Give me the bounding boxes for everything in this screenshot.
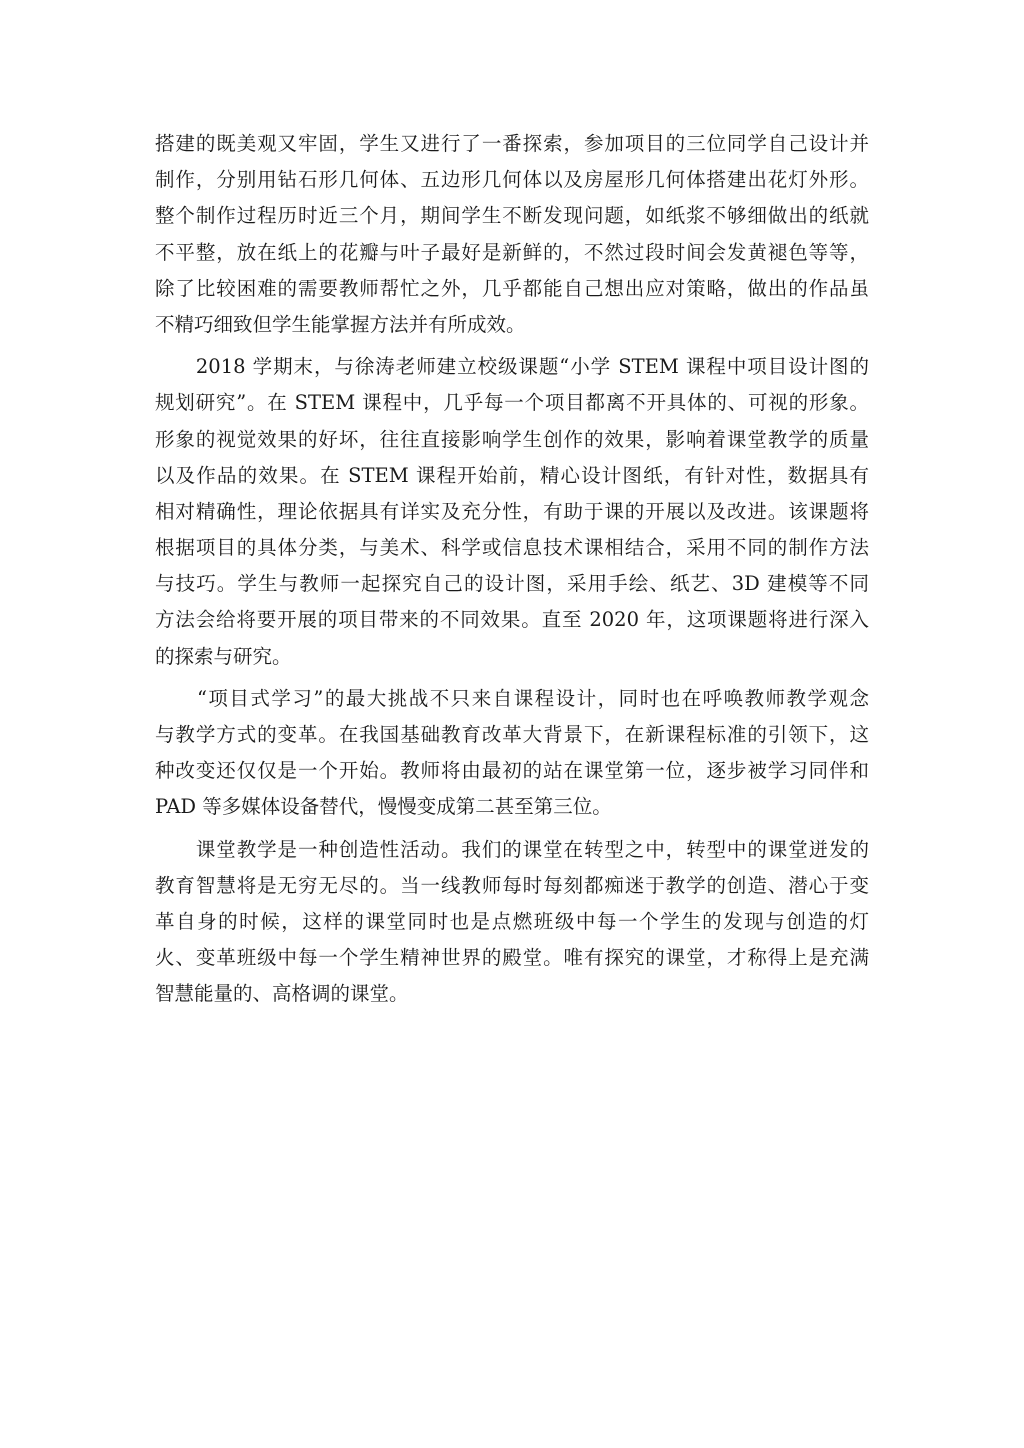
text-line: 不精巧细致但学生能掌握方法并有所成效。	[155, 312, 526, 336]
text-line: 根据项目的具体分类，与美术、科学或信息技术课相结合，采用不同的制作方法	[155, 536, 869, 560]
text-line: 搭建的既美观又牢固，学生又进行了一番探索，参加项目的三位同学自己设计并	[155, 132, 869, 155]
text-line: 课堂教学是一种创造性活动。我们的课堂在转型之中，转型中的课堂迸发的	[155, 837, 869, 861]
paragraph-1	[155, 126, 869, 343]
text-line: 与技巧。学生与教师一起探究自己的设计图，采用手绘、纸艺、3D 建模等不同	[155, 572, 869, 596]
text-line: 与教学方式的变革。在我国基础教育改革大背景下，在新课程标准的引领下，这	[155, 723, 869, 746]
text-line: 种改变还仅仅是一个开始。教师将由最初的站在课堂第一位，逐步被学习同伴和	[155, 759, 869, 783]
text-line: 相对精确性，理论依据具有详实及充分性，有助于课的开展以及改进。该课题将	[155, 499, 869, 523]
text-line: 制作，分别用钻石形几何体、五边形几何体以及房屋形几何体搭建出花灯外形。	[155, 168, 869, 192]
text-line: PAD 等多媒体设备替代，慢慢变成第二甚至第三位。	[155, 795, 612, 819]
text-line: 教育智慧将是无穷无尽的。当一线教师每时每刻都痴迷于教学的创造、潜心于变	[155, 873, 869, 897]
text-line: “项目式学习”的最大挑战不只来自课程设计，同时也在呼唤教师教学观念	[155, 686, 869, 710]
text-line: 2018 学期末，与徐涛老师建立校级课题“小学 STEM 课程中项目设计图的	[155, 355, 869, 379]
document-body	[155, 126, 869, 1019]
text-line: 的探索与研究。	[155, 644, 292, 668]
text-line: 方法会给将要开展的项目带来的不同效果。直至 2020 年，这项课题将进行深入	[155, 608, 869, 632]
text-line: 以及作品的效果。在 STEM 课程开始前，精心设计图纸，有针对性，数据具有	[155, 463, 869, 487]
text-line: 规划研究”。在 STEM 课程中，几乎每一个项目都离不开具体的、可视的形象。	[155, 391, 869, 415]
text-line: 革自身的时候，这样的课堂同时也是点燃班级中每一个学生的发现与创造的灯	[155, 909, 869, 933]
text-line: 形象的视觉效果的好坏，往往直接影响学生创作的效果，影响着课堂教学的质量	[155, 427, 869, 451]
paragraph-2	[155, 349, 869, 675]
text-line: 智慧能量的、高格调的课堂。	[155, 982, 409, 1006]
text-line: 火、变革班级中每一个学生精神世界的殿堂。唯有探究的课堂，才称得上是充满	[155, 946, 869, 970]
paragraph-3	[155, 681, 869, 826]
paragraph-4	[155, 832, 869, 1013]
text-line: 整个制作过程历时近三个月，期间学生不断发现问题，如纸浆不够细做出的纸就	[155, 204, 869, 228]
text-line: 不平整，放在纸上的花瓣与叶子最好是新鲜的，不然过段时间会发黄褪色等等，	[155, 240, 869, 264]
text-line: 除了比较困难的需要教师帮忙之外，几乎都能自己想出应对策略，做出的作品虽	[155, 276, 869, 300]
